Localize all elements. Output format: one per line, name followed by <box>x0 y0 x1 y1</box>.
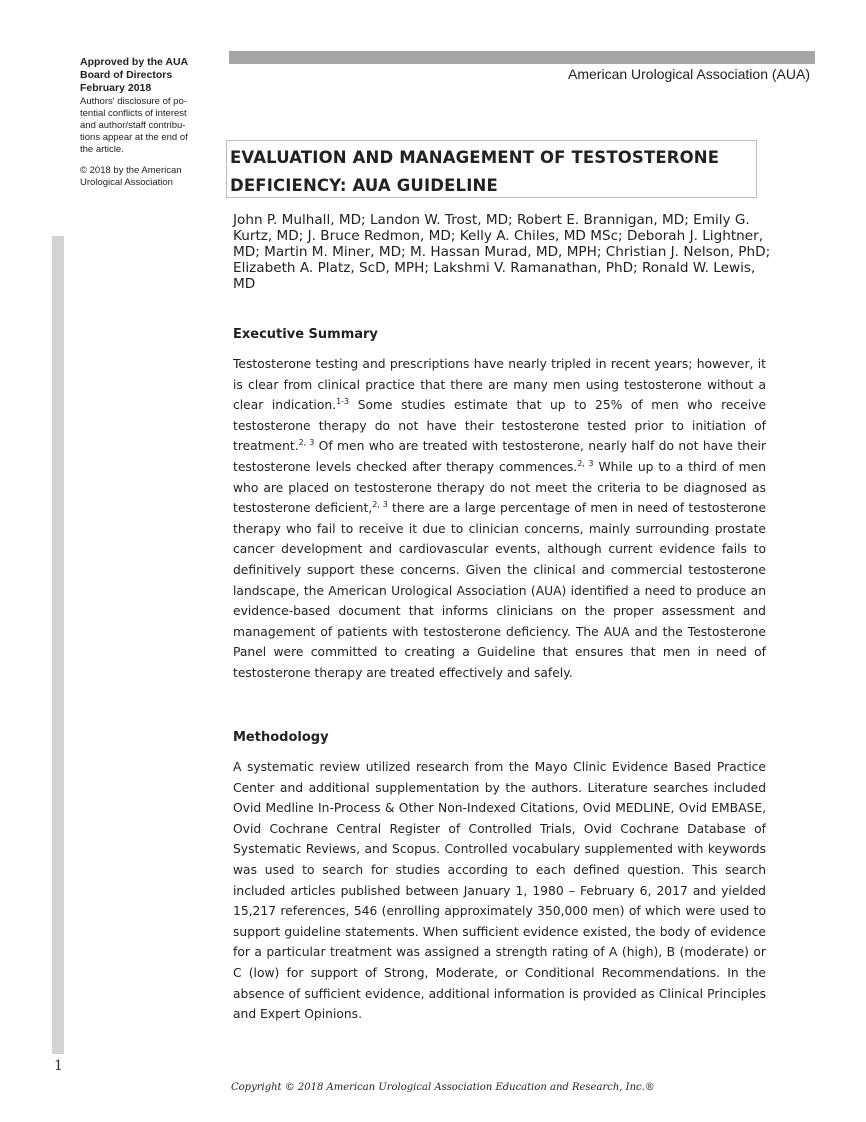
left-margin-bar <box>52 236 64 1054</box>
citation-ref: 1-3 <box>336 397 350 407</box>
citation-ref: 2, 3 <box>298 438 315 448</box>
executive-summary-text: Testosterone testing and prescriptions have nearly tripled in recent years; however, it is clear from clinical practice that there are many men using testosterone without a clear indication.$^{1-3}$ Some studies estimate that up to 25% of men who receive testosterone therapy do not have their testosterone tested prior to initiation of treatment.$^{2, 3}$ Of men who are treated with testosterone, nearly half do not have their testosterone levels checked after therapy commences.$^{2, 3}$ While up to a third of men who are placed on testosterone therapy do not meet the criteria to be diagnosed as testosterone deficient,$^{2, 3}$ there are a large percentage of men in need of testosterone therapy who fail to receive it due to clinician concerns, mainly surrounding prostate cancer development and cardiovascular events, although current evidence fails to definitively support these concerns. Given the clinical and commercial testosterone landscape, the American Urological Association (AUA) identified a need to produce an evidence-based document that informs clinicians on the proper assessment and management of patients with testosterone deficiency. The AUA and the Testosterone Panel were committed to creating a Guideline that ensures that men in need of testosterone therapy are treated effectively and safely. <box>233 357 767 680</box>
document-title: EVALUATION AND MANAGEMENT OF TESTOSTERONE DEFICIENCY: AUA GUIDELINE <box>230 148 720 195</box>
title-box <box>226 140 757 198</box>
sidebar-copyright: © 2018 by the American Urological Association <box>80 165 182 188</box>
footer-copyright: Copyright © 2018 American Urological Association Education and Research, Inc.® <box>231 1082 655 1093</box>
methodology-text: A systematic review utilized research from the Mayo Clinic Evidence Based Practice Center and additional supplementation by the authors. Literature searches included Ovid Medline In-Process & Other Non-Indexed Citations, Ovid MEDLINE, Ovid EMBASE, Ovid Cochrane Central Register of Controlled Trials, Ovid Cochrane Database of Systematic Reviews, and Scopus. Controlled vocabulary supplemented with keywords was used to search for studies according to each defined question. This search included articles published between January 1, 1980 – February 6, 2017 and yielded 15,217 references, 546 (enrolling approximately 350,000 men) of which were used to support guideline statements. When sufficient evidence existed, the body of evidence for a particular treatment was assigned a strength rating of A (high), B (moderate) or C (low) for support of Strong, Moderate, or Conditional Recommendations. In the absence of sufficient evidence, additional information is provided as Clinical Principles and Expert Opinions. <box>233 760 766 1022</box>
sidebar-info <box>80 56 204 189</box>
page-number: 1 <box>54 1058 63 1074</box>
citation-ref: 2, 3 <box>577 458 594 468</box>
organization-name: American Urological Association (AUA) <box>568 66 810 82</box>
disclosure-note: Authors' disclosure of po- tential conflicts of interest and author/staff contribu- tions appear at the end of the article. <box>80 96 188 155</box>
executive-summary-heading: Executive Summary <box>233 327 378 342</box>
header-rule <box>229 51 815 64</box>
methodology-heading: Methodology <box>233 730 329 745</box>
author-list: John P. Mulhall, MD; Landon W. Trost, MD; Robert E. Brannigan, MD; Emily G. Kurtz, MD; J. Bruce Redmon, MD; Kelly A. Chiles, MD MSc; Deborah J. Lightner, MD; Martin M. Miner, MD; M. Hassan Murad, MD, MPH; Christian J. Nelson, PhD; Elizabeth A. Platz, ScD, MPH; Lakshmi V. Ramanathan, PhD; Ronald W. Lewis, MD <box>233 212 771 292</box>
approval-note: Approved by the AUA Board of Directors February 2018 <box>80 56 189 94</box>
citation-ref: 2, 3 <box>372 500 388 510</box>
